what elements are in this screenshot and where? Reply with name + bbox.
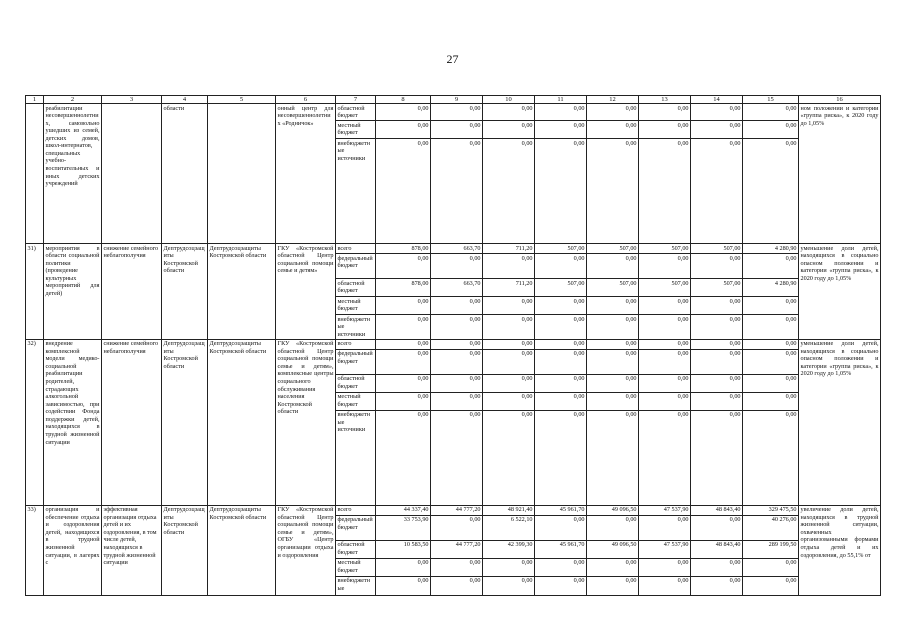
funding-value: 0,00: [639, 121, 690, 139]
funding-value: 0,00: [639, 515, 690, 540]
funding-source: местный бюджет: [336, 558, 375, 576]
funding-values-cell: [483, 244, 535, 340]
funding-value: 0,00: [535, 349, 586, 374]
funding-value: 0,00: [743, 254, 798, 279]
funding-value: 0,00: [587, 515, 638, 540]
funding-value: 4 280,90: [743, 279, 798, 297]
funding-value: 0,00: [483, 297, 534, 315]
funding-source: местный бюджет: [336, 297, 375, 315]
funding-value: 44 777,20: [431, 506, 482, 516]
funding-value: 45 961,70: [535, 506, 586, 516]
funds-recipient: ГКУ «Костромской областной Центр социальной помощи семье и детям»: [276, 244, 336, 340]
funding-value: 0,00: [691, 104, 742, 121]
funding-value: 45 961,70: [535, 540, 586, 558]
funding-value: 0,00: [785, 411, 797, 419]
table-row: [26, 104, 881, 244]
funding-value: 0,00: [573, 577, 585, 585]
table-row: [26, 244, 881, 340]
funding-values-cell: [483, 339, 535, 505]
funding-values-cell: [639, 339, 691, 505]
funding-source: областной бюджет: [336, 104, 375, 121]
funding-values-cell: [376, 244, 431, 340]
column-header-4: 4: [162, 96, 208, 104]
funding-value: 10 583,50: [376, 540, 430, 558]
column-header-13: 13: [639, 96, 691, 104]
funding-value: 0,00: [677, 315, 689, 323]
funding-value: 0,00: [535, 558, 586, 576]
funding-value: 0,00: [691, 515, 742, 540]
funding-value: 0,00: [521, 139, 533, 147]
funding-value: 0,00: [677, 411, 689, 419]
row-number: 33): [26, 505, 44, 595]
funding-value: 47 537,90: [639, 506, 690, 516]
column-header-2: 2: [44, 96, 102, 104]
funding-value: 0,00: [729, 315, 741, 323]
funding-value: 0,00: [785, 577, 797, 585]
funding-source: федеральный бюджет: [336, 349, 375, 374]
funding-values-cell: [431, 104, 483, 244]
funding-value: 0,00: [376, 349, 430, 374]
funding-value: 44 777,20: [431, 540, 482, 558]
funding-value: 0,00: [469, 411, 481, 419]
funding-values-cell: [743, 505, 799, 595]
funding-value: 0,00: [639, 558, 690, 576]
funding-value: 0,00: [376, 558, 430, 576]
column-header-1: 1: [26, 96, 44, 104]
row-number: [26, 104, 44, 244]
funding-value: 0,00: [587, 340, 638, 350]
funding-value: 0,00: [521, 315, 533, 323]
column-header-9: 9: [431, 96, 483, 104]
funding-value: 0,00: [625, 315, 637, 323]
funding-value: 0,00: [639, 392, 690, 410]
funding-source: областной бюджет: [336, 279, 375, 297]
funding-value: 0,00: [417, 577, 429, 585]
funding-value: 0,00: [729, 411, 741, 419]
funding-value: 0,00: [625, 139, 637, 147]
funding-value: 711,20: [483, 279, 534, 297]
responsible-executor: Дептрудсоцзащиты Костромской области: [208, 505, 276, 595]
funding-values-cell: [535, 339, 587, 505]
funding-value: 0,00: [743, 340, 798, 350]
funding-value: 0,00: [535, 392, 586, 410]
funding-values-cell: [535, 244, 587, 340]
funding-values-cell: [587, 244, 639, 340]
funding-values-cell: [587, 339, 639, 505]
funding-value: 0,00: [483, 374, 534, 392]
funding-source: местный бюджет: [336, 392, 375, 410]
funding-value: 0,00: [729, 577, 741, 585]
column-header-5: 5: [208, 96, 276, 104]
funding-source: областной бюджет: [336, 374, 375, 392]
funding-value: 0,00: [469, 315, 481, 323]
funding-values-cell: [743, 104, 799, 244]
expected-result: уменьшение доли детей, находящихся в социально опасном положении и категории «группа риска», к 2020 году до 1,05%: [799, 244, 881, 340]
funding-value: 0,00: [691, 121, 742, 139]
funding-value: 0,00: [691, 340, 742, 350]
table-row: [26, 505, 881, 595]
funding-source: федеральный бюджет: [336, 515, 375, 540]
funding-values-cell: [691, 339, 743, 505]
funding-value: 0,00: [376, 104, 430, 121]
measure-purpose: [102, 104, 162, 244]
funding-values-cell: [691, 505, 743, 595]
funding-value: 6 522,10: [483, 515, 534, 540]
funding-values-cell: [483, 104, 535, 244]
funding-value: 0,00: [483, 340, 534, 350]
funding-value: 0,00: [483, 104, 534, 121]
funding-value: 507,00: [691, 279, 742, 297]
measure-name: реабилитации несовершеннолетних, самовольно ушедших из семей, детских домов, школ-интернатов, специальных учебно-воспитательных и иных детских учреждений: [44, 104, 102, 244]
column-header-6: 6: [276, 96, 336, 104]
column-header-15: 15: [743, 96, 799, 104]
column-header-3: 3: [102, 96, 162, 104]
funding-source: внебюджетные: [337, 577, 371, 592]
funding-value: 0,00: [483, 349, 534, 374]
funding-value: 0,00: [469, 139, 481, 147]
funding-value: 0,00: [743, 392, 798, 410]
table-row: [26, 339, 881, 505]
measure-name: внедрение комплексной модели медико-социальной реабилитации родителей, страдающих алкогольной зависимостью, при содействии Фонда поддержки детей, находящихся в трудной жизненной ситуации: [44, 339, 102, 505]
funding-values-cell: [376, 104, 431, 244]
measure-purpose: эффективная организация отдыха детей и их оздоровления, в том числе детей, находящихся в трудной жизненной ситуации: [102, 505, 162, 595]
funding-value: 289 199,50: [743, 540, 798, 558]
funding-value: 33 753,90: [376, 515, 430, 540]
funding-value: 0,00: [743, 297, 798, 315]
funding-values-cell: [535, 104, 587, 244]
funding-value: 0,00: [587, 374, 638, 392]
funding-value: 0,00: [691, 349, 742, 374]
funding-values-cell: [483, 505, 535, 595]
funding-value: 49 096,50: [587, 506, 638, 516]
funding-value: 0,00: [625, 577, 637, 585]
funding-value: 0,00: [743, 558, 798, 576]
measure-name: мероприятия в области социальной политики (проведение культурных мероприятий для детей): [44, 244, 102, 340]
funding-value: 0,00: [573, 411, 585, 419]
funding-value: 0,00: [521, 411, 533, 419]
funding-value: 0,00: [483, 121, 534, 139]
funding-value: 507,00: [535, 279, 586, 297]
funding-value: 0,00: [587, 297, 638, 315]
funding-values-cell: [639, 505, 691, 595]
funding-value: 507,00: [639, 244, 690, 254]
funding-source-cell: [336, 104, 376, 244]
funding-value: 0,00: [587, 104, 638, 121]
column-header-8: 8: [376, 96, 431, 104]
page-number: 27: [446, 52, 459, 66]
funding-value: 0,00: [743, 374, 798, 392]
funding-values-cell: [691, 104, 743, 244]
funding-value: 0,00: [376, 392, 430, 410]
funding-value: 0,00: [417, 139, 429, 147]
funding-value: 0,00: [483, 254, 534, 279]
funding-value: 0,00: [625, 411, 637, 419]
funding-value: 42 399,30: [483, 540, 534, 558]
funding-value: 0,00: [639, 349, 690, 374]
funding-value: 0,00: [691, 297, 742, 315]
funds-recipient: онный центр для несовершеннолетних «Родничок»: [276, 104, 336, 244]
column-header-7: 7: [336, 96, 376, 104]
funding-values-cell: [431, 505, 483, 595]
funding-value: 0,00: [691, 558, 742, 576]
funding-values-cell: [639, 104, 691, 244]
funding-value: 48 843,40: [691, 506, 742, 516]
responsible-executor: Дептрудсоцзащиты Костромской области: [208, 339, 276, 505]
funding-value: 47 537,90: [639, 540, 690, 558]
coexecutor: Дептрудсоцзащиты Костромской области: [162, 339, 208, 505]
measure-purpose: снижение семейного неблагополучия: [102, 339, 162, 505]
funding-value: 0,00: [376, 297, 430, 315]
funding-values-cell: [743, 339, 799, 505]
funds-recipient: ГКУ «Костромской областной Центр социальной помощи семье и детям», комплексные центры социального обслуживания населения Костромской области: [276, 339, 336, 505]
expected-result: уменьшение доли детей, находящихся в социально опасном положении и категории «группа риска», к 2020 году до 1,05%: [799, 339, 881, 505]
funding-value: 329 475,50: [743, 506, 798, 516]
funding-value: 0,00: [743, 104, 798, 121]
funding-value: 0,00: [483, 392, 534, 410]
funding-source: внебюджетные источники: [337, 139, 371, 162]
expected-result: увеличение доли детей, находящихся в трудной жизненной ситуации, охваченных организованными формами отдыха детей и их оздоровления, до 55,1% от: [799, 505, 881, 595]
funding-value: 40 276,00: [743, 515, 798, 540]
funding-value: 0,00: [417, 411, 429, 419]
funding-values-cell: [691, 244, 743, 340]
funding-value: 0,00: [785, 139, 797, 147]
funding-value: 0,00: [691, 374, 742, 392]
row-number: 32): [26, 339, 44, 505]
expected-result: ном положении и категории «группа риска», к 2020 году до 1,05%: [799, 104, 881, 244]
funding-value: 0,00: [431, 104, 482, 121]
funding-values-cell: [587, 104, 639, 244]
funding-value: 0,00: [535, 104, 586, 121]
funding-value: 0,00: [376, 121, 430, 139]
funding-value: 0,00: [535, 374, 586, 392]
funding-value: 0,00: [587, 558, 638, 576]
funding-value: 0,00: [535, 340, 586, 350]
funding-value: 0,00: [469, 577, 481, 585]
funding-value: 0,00: [677, 577, 689, 585]
funding-value: 0,00: [691, 392, 742, 410]
funds-recipient: ГКУ «Костромской областной Центр социальной помощи семье и детям», ОГБУ «Центр организации отдыха и оздоровления: [276, 505, 336, 595]
funding-value: 0,00: [691, 254, 742, 279]
funding-source: всего: [336, 506, 375, 516]
funding-source: областной бюджет: [336, 540, 375, 558]
funding-value: 0,00: [431, 374, 482, 392]
coexecutor: области: [162, 104, 208, 244]
funding-value: 0,00: [431, 515, 482, 540]
column-header-14: 14: [691, 96, 743, 104]
funding-source: местный бюджет: [336, 121, 375, 139]
funding-source-cell: [336, 339, 376, 505]
funding-value: 507,00: [691, 244, 742, 254]
funding-source: внебюджетные источники: [337, 411, 371, 434]
funding-values-cell: [587, 505, 639, 595]
funding-value: 0,00: [431, 349, 482, 374]
funding-value: 0,00: [743, 349, 798, 374]
funding-values-cell: [431, 244, 483, 340]
measure-name: организация и обеспечение отдыха и оздоровления детей, находящихся в трудной жизненной ситуации, в лагерях с: [44, 505, 102, 595]
header-row: [26, 96, 881, 104]
row-number: 31): [26, 244, 44, 340]
funding-value: 48 843,40: [691, 540, 742, 558]
funding-value: 0,00: [521, 577, 533, 585]
program-table: [25, 95, 881, 596]
funding-value: 0,00: [376, 254, 430, 279]
funding-values-cell: [535, 505, 587, 595]
funding-value: 507,00: [587, 244, 638, 254]
funding-value: 0,00: [587, 254, 638, 279]
funding-value: 0,00: [785, 315, 797, 323]
column-header-10: 10: [483, 96, 535, 104]
funding-value: 0,00: [639, 340, 690, 350]
funding-value: 0,00: [376, 374, 430, 392]
funding-value: 0,00: [535, 254, 586, 279]
funding-value: 0,00: [639, 254, 690, 279]
responsible-executor: [208, 104, 276, 244]
funding-value: 0,00: [587, 392, 638, 410]
funding-value: 878,00: [376, 279, 430, 297]
funding-value: 878,00: [376, 244, 430, 254]
funding-value: 0,00: [573, 315, 585, 323]
funding-value: 507,00: [587, 279, 638, 297]
funding-source-cell: [336, 505, 376, 595]
funding-value: 0,00: [483, 558, 534, 576]
funding-source: федеральный бюджет: [336, 254, 375, 279]
funding-values-cell: [431, 339, 483, 505]
funding-value: 0,00: [535, 121, 586, 139]
funding-value: 4 280,90: [743, 244, 798, 254]
funding-value: 0,00: [431, 340, 482, 350]
column-header-16: 16: [799, 96, 881, 104]
funding-value: 0,00: [639, 297, 690, 315]
funding-value: 663,70: [431, 244, 482, 254]
funding-value: 0,00: [587, 121, 638, 139]
funding-value: 0,00: [639, 104, 690, 121]
funding-value: 0,00: [573, 139, 585, 147]
funding-value: 0,00: [431, 254, 482, 279]
funding-values-cell: [639, 244, 691, 340]
funding-value: 0,00: [535, 297, 586, 315]
funding-value: 0,00: [431, 392, 482, 410]
funding-value: 0,00: [376, 340, 430, 350]
funding-value: 0,00: [431, 297, 482, 315]
funding-value: 0,00: [743, 121, 798, 139]
funding-value: 0,00: [729, 139, 741, 147]
column-header-11: 11: [535, 96, 587, 104]
funding-value: 48 921,40: [483, 506, 534, 516]
funding-value: 0,00: [639, 374, 690, 392]
funding-values-cell: [743, 244, 799, 340]
funding-value: 0,00: [431, 121, 482, 139]
column-header-12: 12: [587, 96, 639, 104]
funding-value: 0,00: [677, 139, 689, 147]
funding-value: 0,00: [587, 349, 638, 374]
funding-source-cell: [336, 244, 376, 340]
funding-value: 49 096,50: [587, 540, 638, 558]
measure-purpose: снижение семейного неблагополучия: [102, 244, 162, 340]
funding-source: внебюджетные источники: [337, 315, 371, 338]
funding-source: всего: [336, 244, 375, 254]
funding-value: 44 337,40: [376, 506, 430, 516]
funding-value: 0,00: [417, 315, 429, 323]
funding-value: 507,00: [535, 244, 586, 254]
coexecutor: Дептрудсоцзащиты Костромской области: [162, 244, 208, 340]
funding-values-cell: [376, 505, 431, 595]
funding-source: всего: [336, 340, 375, 350]
funding-value: 0,00: [431, 558, 482, 576]
coexecutor: Дептрудсоцзащиты Костромской области: [162, 505, 208, 595]
funding-value: 711,20: [483, 244, 534, 254]
responsible-executor: Дептрудсоцзащиты Костромской области: [208, 244, 276, 340]
funding-values-cell: [376, 339, 431, 505]
funding-value: 507,00: [639, 279, 690, 297]
funding-value: 663,70: [431, 279, 482, 297]
funding-value: 0,00: [535, 515, 586, 540]
